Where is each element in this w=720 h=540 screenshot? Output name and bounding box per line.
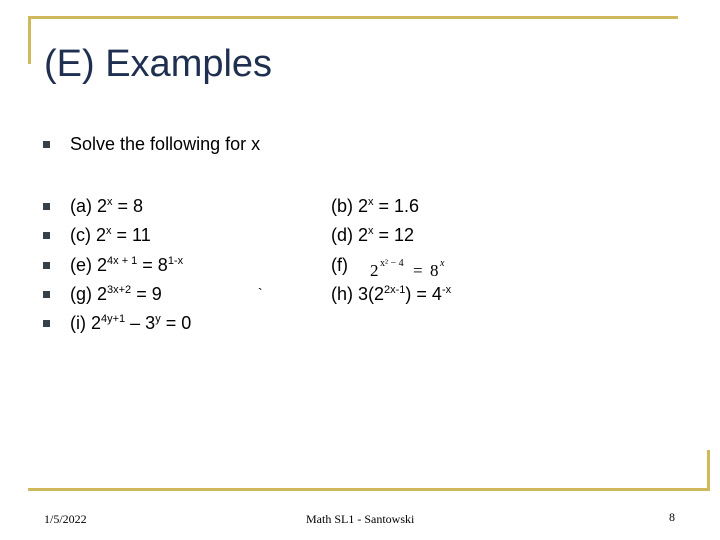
problem-f-label: (f) bbox=[331, 255, 348, 275]
bullet-icon bbox=[43, 141, 50, 148]
slide-title: (E) Examples bbox=[44, 43, 273, 85]
bullet-icon bbox=[43, 232, 50, 239]
frame-left-line bbox=[28, 16, 31, 64]
problem-g: (g) $2^{3x+2} = 9$ bbox=[70, 284, 162, 304]
problem-a: (a) $2^x = 8$ bbox=[70, 196, 144, 216]
footer-date: 1/5/2022 bbox=[44, 512, 87, 526]
problem-c: (c) $2^x = 11$ bbox=[70, 225, 151, 245]
eq-f-exp1: x² − 4 bbox=[380, 258, 404, 269]
footer-center: Math SL1 - Santowski bbox=[306, 512, 415, 526]
bullet-icon bbox=[43, 203, 50, 210]
problem-h: (h) $3(2^{2x-1}) = 4^{-x}$ bbox=[331, 284, 452, 304]
footer-page-number: 8 bbox=[669, 510, 675, 524]
bullet-icon bbox=[43, 262, 50, 269]
eq-f-base1: 2 bbox=[370, 261, 379, 280]
eq-f-exp2: x bbox=[440, 258, 445, 269]
eq-f-equals: = bbox=[413, 261, 423, 280]
problem-d: (d) $2^x = 12$ bbox=[331, 225, 415, 245]
problem-e: (e) $2^{4x + 1} = 8^{1-x}$ bbox=[70, 255, 184, 275]
stray-mark: ` bbox=[258, 285, 263, 301]
bullet-icon bbox=[43, 320, 50, 327]
frame-right-line bbox=[707, 450, 710, 491]
frame-bottom-line bbox=[28, 488, 710, 491]
eq-f-base2: 8 bbox=[430, 261, 439, 280]
frame-top-line bbox=[28, 16, 678, 19]
problem-b: (b) $2^x = 1.6$ bbox=[331, 196, 420, 216]
intro-text: Solve the following for x bbox=[70, 134, 261, 154]
problem-f-equation bbox=[368, 256, 458, 280]
problem-i: (i) $2^{4y+1} - 3^y = 0$ bbox=[70, 313, 192, 333]
bullet-icon bbox=[43, 291, 50, 298]
